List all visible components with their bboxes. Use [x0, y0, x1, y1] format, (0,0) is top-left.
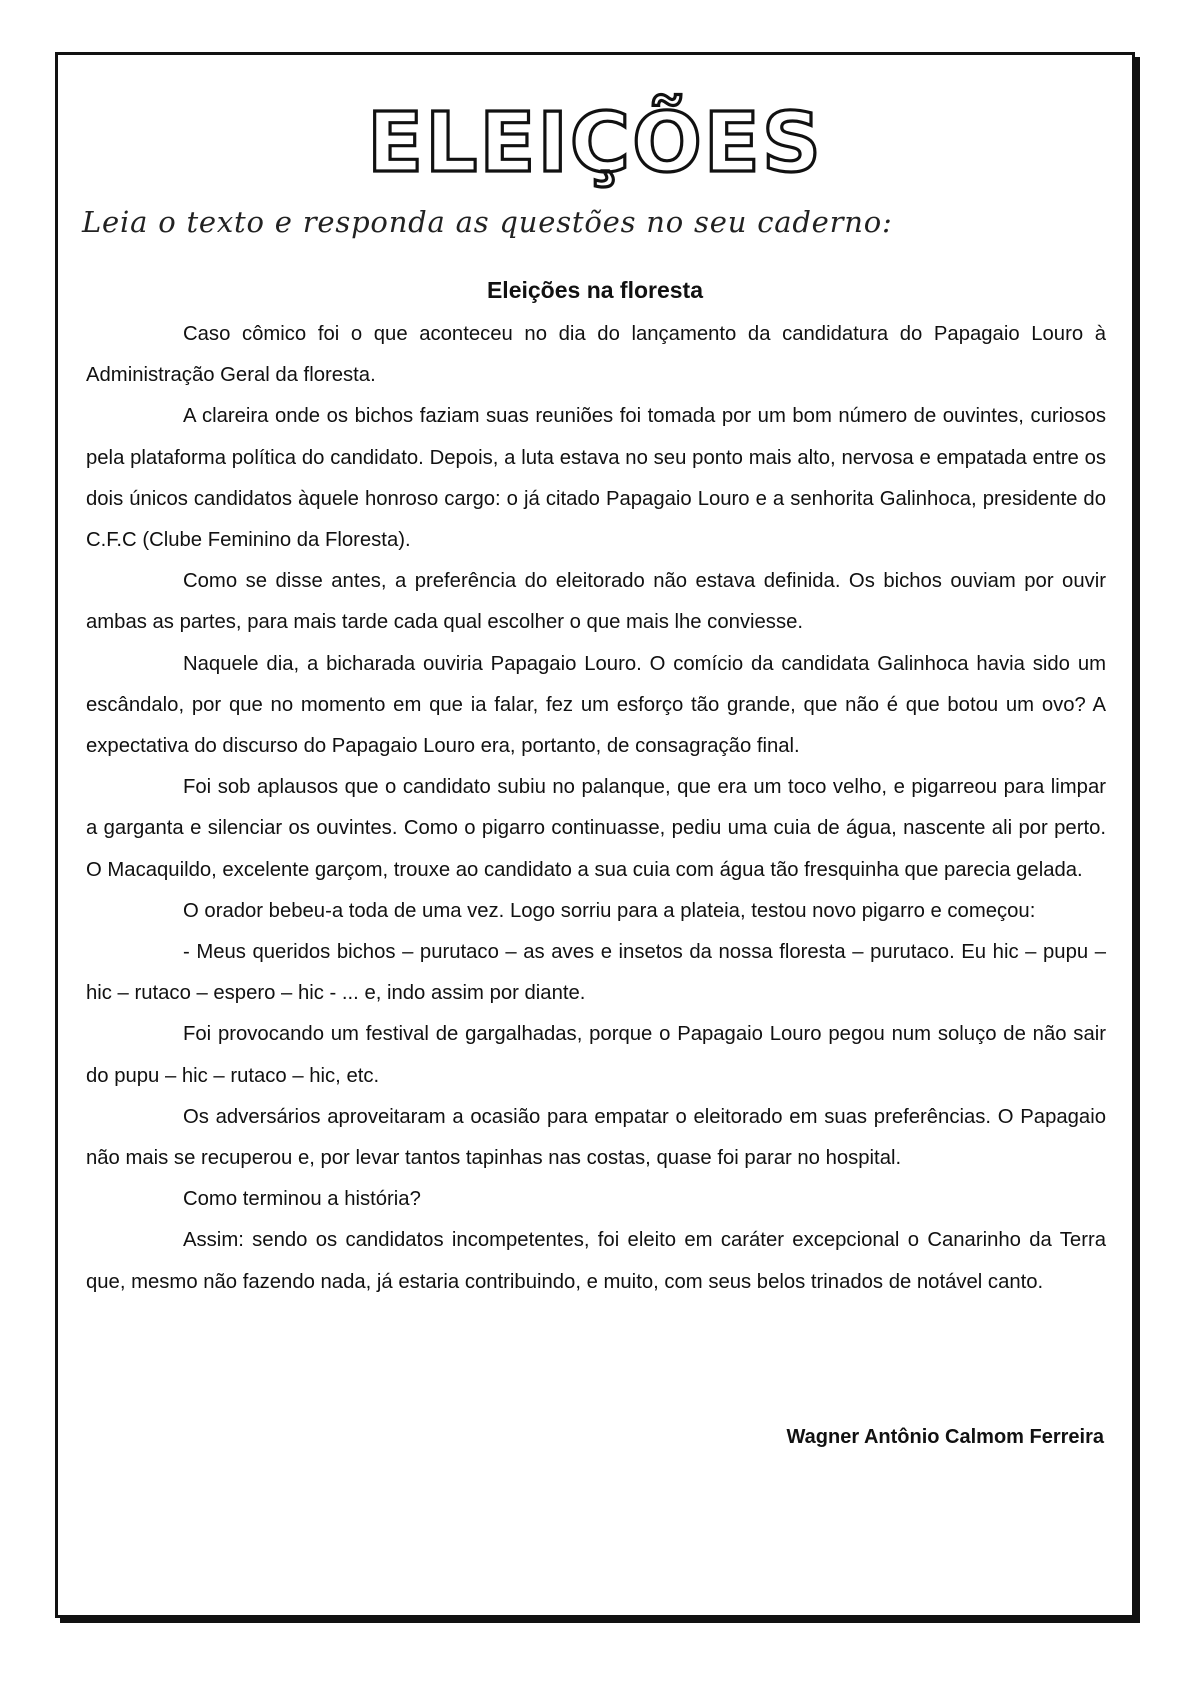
story-paragraph: Naquele dia, a bicharada ouviria Papagaio Louro. O comício da candidata Galinhoca havia sido um escândalo, por que no momento em que ia falar, fez um esforço tão grande, que não é que botou um ovo? A expectativa do discurso do Papagaio Louro era, portanto, de consagração final. — [86, 652, 1106, 758]
story-paragraph: Como terminou a história? — [183, 1188, 421, 1211]
story-paragraph: Os adversários aproveitaram a ocasião para empatar o eleitorado em suas preferências. O Papagaio não mais se recuperou e, por levar tantos tapinhas nas costas, quase foi parar no hospital. — [86, 1105, 1106, 1170]
page-frame — [55, 52, 1135, 1618]
title-banner — [58, 83, 1132, 203]
title-art — [367, 83, 823, 203]
story-paragraph: Foi provocando um festival de gargalhadas, porque o Papagaio Louro pegou num soluço de não sair do pupu – hic – rutaco – hic, etc. — [86, 1023, 1106, 1087]
story-paragraph: A clareira onde os bichos faziam suas reuniões foi tomada por um bom número de ouvintes, curiosos pela plataforma política do candidato. Depois, a luta estava no seu ponto mais alto, nervosa e empatada entre os dois únicos candidatos àquele honroso cargo: o já citado Papagaio Louro e a senhorita Galinhoca, presidente do C.F.C (Clube Feminino da Floresta). — [86, 405, 1106, 552]
story-paragraph: - Meus queridos bichos – purutaco – as aves e insetos da nossa floresta – purutaco. Eu hic – pupu – hic – rutaco – espero – hic - ... e, indo assim por diante. — [86, 941, 1106, 1005]
page-title: ELEIÇÕES — [367, 96, 823, 191]
story-paragraph: O orador bebeu-a toda de uma vez. Logo sorriu para a plateia, testou novo pigarro e começou: — [183, 899, 1036, 922]
author-name: Wagner Antônio Calmom Ferreira — [786, 1426, 1104, 1448]
story-title: Eleições na floresta — [486, 277, 704, 303]
story-paragraph: Foi sob aplausos que o candidato subiu no palanque, que era um toco velho, e pigarreou para limpar a garganta e silenciar os ouvintes. Como o pigarro continuasse, pediu uma cuia de água, nascente ali por perto. O Macaquildo, excelente garçom, trouxe ao candidato a sua cuia com água tão fresquinha que parecia gelada. — [86, 776, 1106, 881]
story-body — [86, 314, 1106, 1303]
instruction-text: Leia o texto e responda as questões no seu caderno: — [82, 205, 893, 239]
story-paragraph: Assim: sendo os candidatos incompetentes, foi eleito em caráter excepcional o Canarinho da Terra que, mesmo não fazendo nada, já estaria contribuindo, e muito, com seus belos trinados de notável canto. — [86, 1229, 1106, 1293]
story-paragraph: Caso cômico foi o que aconteceu no dia do lançamento da candidatura do Papagaio Louro à Administração Geral da floresta. — [86, 323, 1106, 387]
story-paragraph: Como se disse antes, a preferência do eleitorado não estava definida. Os bichos ouviam por ouvir ambas as partes, para mais tarde cada qual escolher o que mais lhe conviesse. — [86, 570, 1106, 634]
